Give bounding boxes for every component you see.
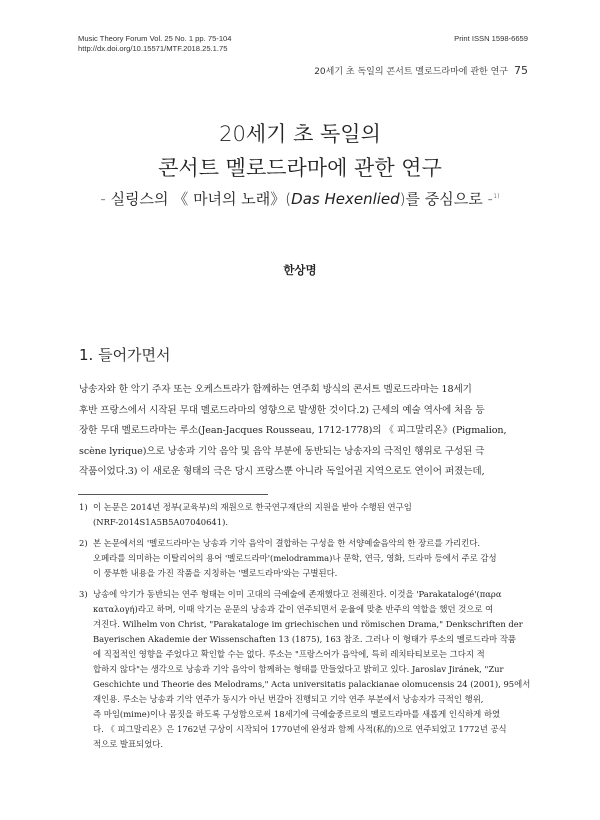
- footnotes: [79, 500, 531, 758]
- journal-citation: Music Theory Forum Vol. 25 No. 1 pp. 75-104: [78, 34, 232, 43]
- footnote-line: 오페라를 의미하는 이탈리어의 용어 '멜로드라마'(melodramma)나 문학, 연극, 영화, 드라마 등에서 주로 감성: [93, 553, 497, 563]
- body-line: 장한 무대 멜로드라마는 루소(Jean-Jacques Rousseau, 1712-1778)의 《 피그말리온》(Pigmalion,: [79, 425, 507, 436]
- footnote-line: Geschichte und Theorie des Melodrams," Acta universitatis palackianae olomucensis 24 (2001), 95에서: [93, 679, 531, 689]
- body-text: [79, 380, 529, 483]
- title-line-2: 콘서트 멜로드라마에 관한 연구: [158, 156, 442, 180]
- footnote-line: 이 논문은 2014년 정부(교육부)의 재원으로 한국연구재단의 지원을 받아 수행된 연구임: [93, 502, 412, 512]
- footnote-line: (NRF-2014S1A5B5A07040641).: [93, 517, 229, 527]
- body-line: scène lyrique)으로 낭송과 기악 음악 및 음악 부분에 동반되는 낭송자의 극적인 행위로 구성된 극: [79, 445, 485, 457]
- footnote-line: καταλογή)라고 하며, 이때 악기는 운문의 낭송과 같이 연주되면서 운율에 맞춘 반주의 역할을 했던 것으로 여: [93, 604, 494, 614]
- footnote: [79, 500, 531, 530]
- author-name: 한상명: [283, 263, 317, 277]
- footnote-line: 적으로 발표되었다.: [93, 739, 164, 749]
- journal-meta: [78, 34, 232, 54]
- footnote-line: 합하지 않다"는 생각으로 낭송과 기악 음악이 함께하는 형태를 만들었다고 밝히고 있다. Jaroslav Jiránek, "Zur: [93, 664, 504, 674]
- footnote-line: 재인용. 루소는 낭송과 기악 연주가 동시가 아닌 번갈아 진행되고 기악 연주 부분에서 낭송자가 극적인 행위,: [93, 694, 484, 704]
- subtitle-footnote-ref[interactable]: 1): [492, 192, 500, 200]
- subtitle-post: )를 중심으로 -: [399, 190, 493, 208]
- footnote-line: 본 논문에서의 '멜로드라마'는 낭송과 기악 음악이 결합하는 구성을 한 서양예술음악의 한 장르를 가리킨다.: [93, 538, 481, 548]
- running-header: [314, 64, 528, 77]
- footnote-number: 1): [79, 502, 88, 512]
- body-line: 작품이었다.3) 이 새로운 형태의 극은 당시 프랑스뿐 아니라 독일어권 지역으로도 연이어 퍼졌는데,: [79, 466, 485, 477]
- footnote-line: 다. 《 피그말리온》은 1762년 구상이 시작되어 1770년에 완성과 함께 사적(私的)으로 연주되었고 1772년 공식: [93, 724, 507, 734]
- subtitle-italic: Das Hexenlied: [291, 190, 400, 208]
- footnote-number: 3): [79, 589, 88, 599]
- footnote-divider: [78, 494, 268, 495]
- footnote-line: 낭송에 악기가 동반되는 연주 형태는 이미 고대의 극예술에 존재했다고 전해진다. 이것을 'Parakatalogé'(παρα: [93, 589, 502, 599]
- footnote: [79, 587, 531, 752]
- body-line: 낭송자와 한 악기 주자 또는 오케스트라가 함께하는 연주회 방식의 콘서트 멜로드라마는 18세기: [79, 384, 472, 395]
- footnote-line: 에 직접적인 영향을 주었다고 확인할 수는 없다. 루소는 "프랑스어가 음악에, 특히 레치타티보로는 그다지 적: [93, 649, 485, 659]
- issn: Print ISSN 1598-6659: [454, 34, 528, 43]
- footnote: [79, 536, 531, 581]
- footnote-line: 이 풍부한 내용을 가진 작품을 지칭하는 '멜로드라마'와는 구별된다.: [93, 568, 338, 578]
- doi-link[interactable]: http://dx.doi.org/10.15571/MTF.2018.25.1.75: [78, 44, 228, 53]
- footnote-line: 겨진다. Wilhelm von Christ, "Parakataloge im griechischen und römischen Drama," Denkschriften der: [93, 619, 523, 629]
- subtitle: [0, 188, 600, 209]
- title-line-1: 20세기 초 독일의: [219, 122, 381, 146]
- footnote-line: 즉 마임(mime)이나 몸짓을 하도록 구성함으로써 18세기에 극예술중르로의 멜로드라마를 새롭게 인식하게 하였: [93, 709, 501, 719]
- subtitle-pre: - 실링스의 《 마녀의 노래》(: [100, 190, 292, 208]
- section-heading: 1. 들어가면서: [79, 346, 171, 364]
- footnote-number: 2): [79, 538, 88, 548]
- body-line: 후반 프랑스에서 시작된 무대 멜로드라마의 영향으로 발생한 것이다.2) 근세의 예술 역사에 처음 등: [79, 404, 485, 416]
- footnote-line: Bayerischen Akademie der Wissenschaften 13 (1875), 163 참조. 그러나 이 형태가 루소의 멜로드라마 작품: [93, 634, 516, 644]
- running-title: 20세기 초 독일의 콘서트 멜로드라마에 관한 연구: [314, 67, 508, 77]
- page-number: 75: [514, 64, 528, 77]
